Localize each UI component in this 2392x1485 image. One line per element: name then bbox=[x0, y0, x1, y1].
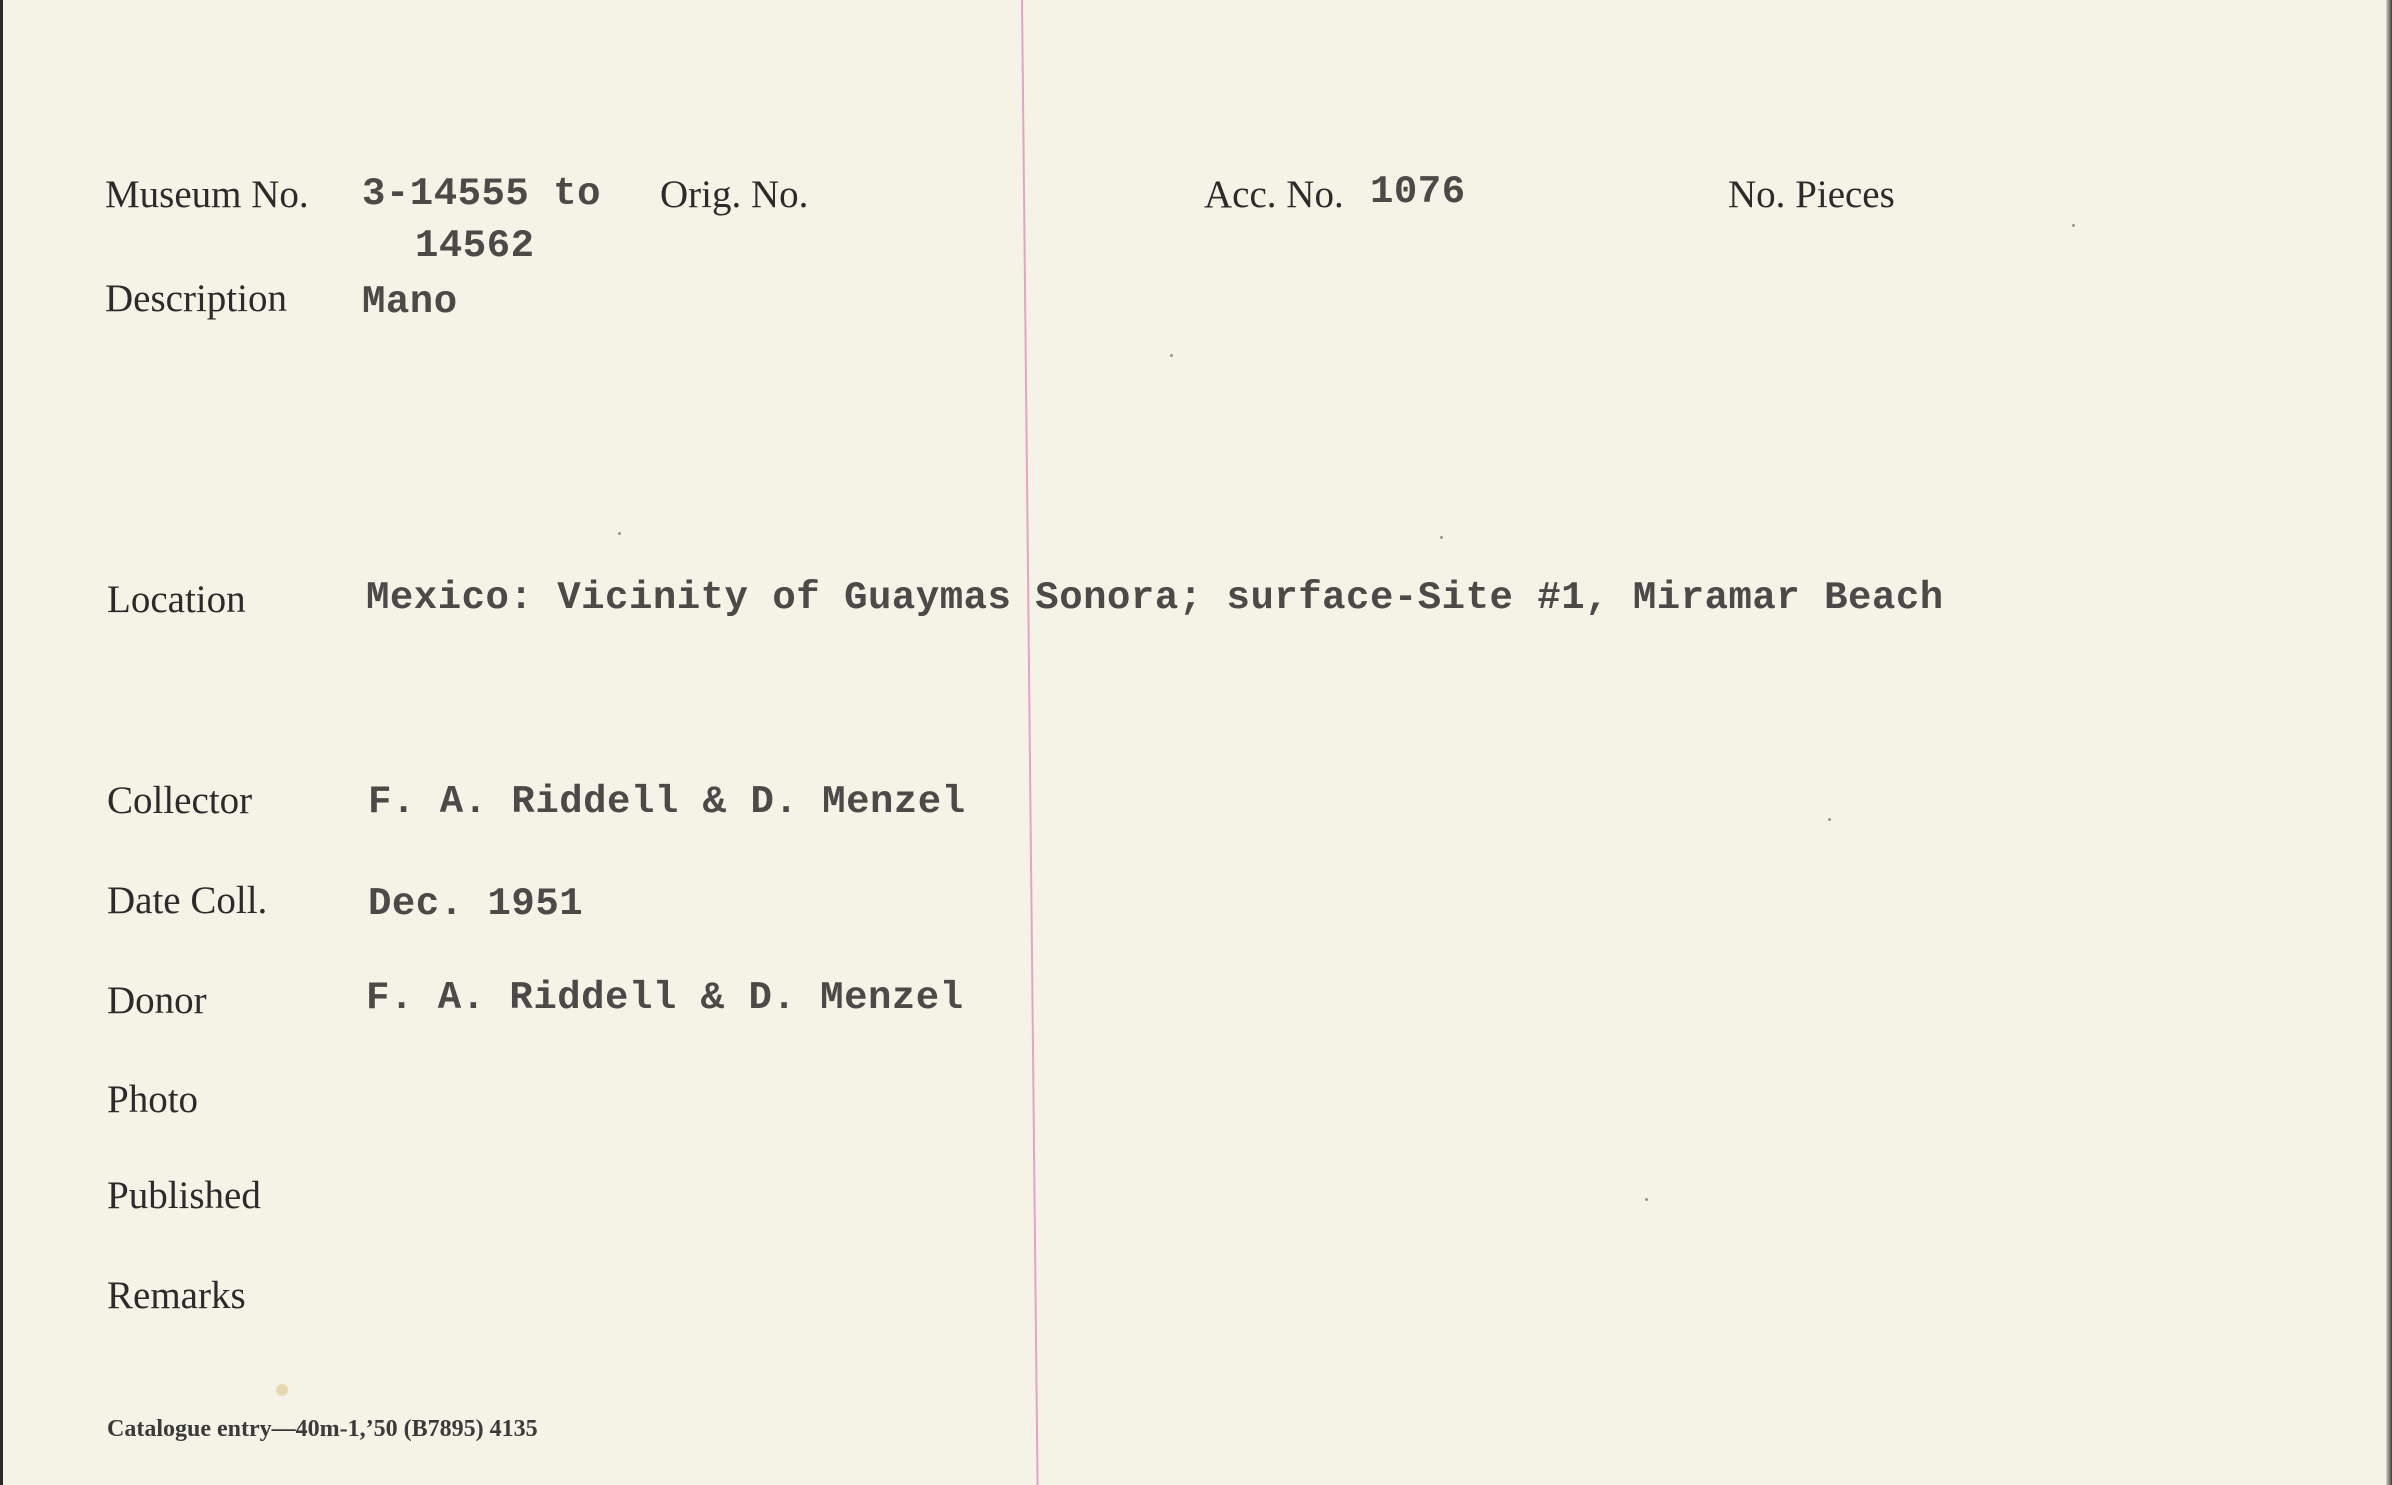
date-coll-value: Dec. 1951 bbox=[368, 882, 584, 926]
paper-speck bbox=[276, 1384, 288, 1396]
donor-value: F. A. Riddell & D. Menzel bbox=[366, 976, 964, 1020]
paper-speck bbox=[1645, 1198, 1648, 1201]
date-coll-label: Date Coll. bbox=[107, 879, 268, 922]
photo-label: Photo bbox=[107, 1078, 199, 1121]
paper-speck bbox=[2072, 224, 2075, 227]
museum-no-label: Museum No. bbox=[105, 173, 309, 216]
remarks-label: Remarks bbox=[107, 1274, 246, 1317]
card-left-edge bbox=[0, 0, 3, 1485]
paper-speck bbox=[618, 532, 621, 535]
margin-rule-line bbox=[1021, 0, 1039, 1485]
catalogue-footer: Catalogue entry—40m-1,’50 (B7895) 4135 bbox=[107, 1416, 538, 1442]
orig-no-label: Orig. No. bbox=[660, 173, 809, 216]
published-label: Published bbox=[107, 1174, 261, 1217]
paper-speck bbox=[1828, 818, 1831, 821]
acc-no-value: 1076 bbox=[1370, 170, 1466, 214]
description-value: Mano bbox=[362, 280, 458, 324]
paper-speck bbox=[1440, 536, 1443, 539]
acc-no-label: Acc. No. bbox=[1204, 173, 1344, 216]
donor-label: Donor bbox=[107, 979, 207, 1022]
museum-no-value-line2: 14562 bbox=[415, 224, 535, 268]
card-right-edge bbox=[2386, 0, 2392, 1485]
museum-no-value-line1: 3-14555 to bbox=[362, 172, 602, 216]
no-pieces-label: No. Pieces bbox=[1728, 173, 1895, 216]
description-label: Description bbox=[105, 277, 287, 320]
location-label: Location bbox=[107, 578, 246, 621]
collector-label: Collector bbox=[107, 779, 253, 822]
collector-value: F. A. Riddell & D. Menzel bbox=[368, 780, 966, 824]
location-value: Mexico: Vicinity of Guaymas Sonora; surface-Site #1, Miramar Beach bbox=[366, 576, 1944, 620]
paper-speck bbox=[1170, 354, 1173, 357]
